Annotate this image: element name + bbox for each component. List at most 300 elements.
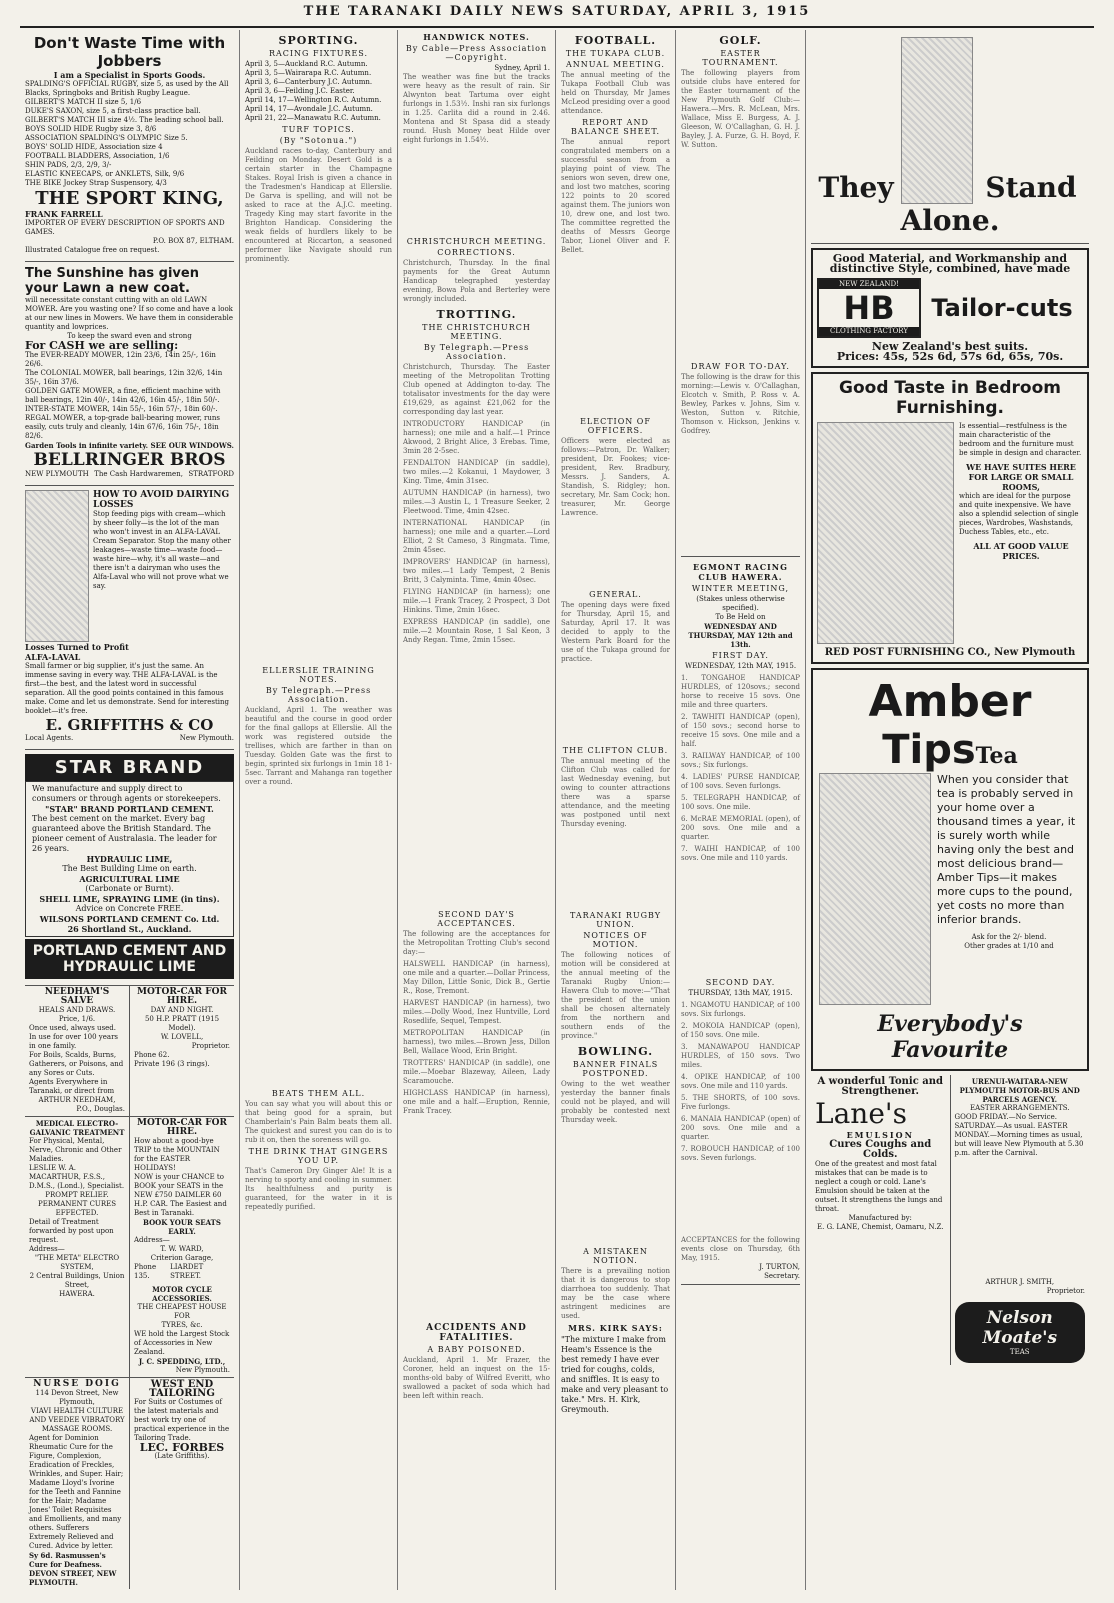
tips-word: Tips	[882, 727, 976, 773]
lanes-cures: Cures Coughs and Colds.	[829, 1139, 932, 1160]
ad-red-post-furnishing	[811, 372, 1089, 664]
list-item: FLYING HANDICAP (in harness); one mile.—1 Frank Tracey, 2 Prospect, 3 Dot Hinkins. Time, 2min 16sec.	[403, 588, 550, 614]
randwick-byline: By Cable—Press Association—Copyright.	[405, 44, 548, 62]
hb-logo	[817, 278, 921, 338]
list-item: GILBERT'S MATCH II size 5, 1/6	[25, 98, 142, 106]
clifton-body: The annual meeting of the Clifton Club was called for last Wednesday evening, but owing to counter attractions there was a sparse attendance, and the meeting was postponed until next Thursday evening.	[561, 757, 670, 828]
ask-blend: Ask for the 2/- blend.	[971, 933, 1047, 941]
treatment-detail: Detail of Treatment forwarded by post upon request.	[29, 1218, 114, 1244]
farrell-sub: IMPORTER OF EVERY DESCRIPTION OF SPORTS AND GAMES.	[25, 219, 225, 236]
griffiths-right: New Plymouth.	[179, 734, 234, 742]
article-body-filler	[681, 866, 800, 976]
gentleman-illustration	[901, 37, 973, 204]
list-item: The EVER-READY MOWER, 12in 23/6, 14in 25/-, 16in 26/6.	[25, 351, 216, 368]
list-item: HALSWELL HANDICAP (in harness), one mile and a quarter.—Dollar Princess, May Dillon, Little Sonic, Dick B., Gertie R., Rose, Tremont.	[403, 960, 550, 995]
largest-stock: WE hold the Largest Stock of Accessories in New Zealand.	[134, 1330, 230, 1356]
held-on: To Be Held on	[715, 613, 766, 621]
list-item: April 14, 17—Wellington R.C. Autumn.	[245, 96, 382, 104]
article-body-filler	[561, 829, 670, 909]
viavi-title: VIAVI HEALTH CULTURE AND VEEDEE VIBRATORY MASSAGE ROOMS.	[29, 1407, 125, 1433]
secretary-name: J. TURTON,	[759, 1263, 800, 1271]
needham-body2: For Boils, Scalds, Burns, Gatherers, or Poisons, and any Sores or Cuts.	[29, 1051, 124, 1077]
permanent-cures: PERMANENT CURES EFFECTED.	[38, 1200, 116, 1217]
trotting-byline: By Telegraph.—Press Association.	[423, 343, 530, 361]
sporting-heading: SPORTING.	[278, 34, 359, 47]
second-day-heading: SECOND DAY'S ACCEPTANCES.	[437, 910, 516, 928]
ad-amber-tips-tea	[811, 668, 1089, 1071]
secretary-title: Secretary.	[764, 1272, 800, 1280]
bellringer-footer	[25, 470, 234, 479]
turf-topics: TURF TOPICS.	[282, 125, 355, 134]
ad-lawn-keep: To keep the sward even and strong	[67, 332, 192, 340]
hydraulic-lime: HYDRAULIC LIME,	[86, 854, 173, 864]
bell-mid: The Cash Hardwaremen,	[94, 470, 183, 478]
suites-body: which are ideal for the purpose and quite inexpensive. We have also a splendid selection of single pieces, Wardrobes, Washstands, Duchess Tables, etc., etc.	[959, 492, 1079, 536]
list-item: April 3, 5—Auckland R.C. Autumn.	[245, 60, 368, 68]
mcar-garage: Criterion Garage,	[150, 1254, 214, 1262]
bowling-heading: BOWLING.	[577, 1045, 654, 1058]
devon-street: DEVON STREET, NEW PLYMOUTH.	[29, 1569, 117, 1587]
needham-sub: HEALS AND DRAWS.	[38, 1006, 116, 1014]
hb-clothing: CLOTHING FACTORY	[819, 327, 919, 336]
farrell-catalogue: Illustrated Catalogue free on request.	[25, 246, 160, 254]
winter-meeting: WINTER MEETING,	[691, 584, 790, 593]
good-material: Good Material, and Workmanship and distinctive Style, combined, have made	[829, 252, 1071, 275]
medical-title: MEDICAL ELECTRO-GALVANIC TREATMENT	[29, 1119, 125, 1137]
list-item: REGAL MOWER, a top-grade ball-bearing mower, runs easily, cuts truly and cleanly, 14in 67/6, 16in 75/-, 18in 82/6.	[25, 414, 221, 440]
list-item: The COLONIAL MOWER, ball bearings, 12in 32/6, 14in 35/-, 16in 37/6.	[25, 369, 223, 386]
list-item: BOYS SOLID HIDE Rugby size 3, 8/6	[25, 125, 157, 133]
second-date: THURSDAY, 13th MAY, 1915.	[688, 989, 793, 997]
racing-fixtures: RACING FIXTURES.	[268, 49, 369, 58]
wilsons-address: 26 Shortland St., Auckland.	[67, 924, 192, 934]
ellerslie-heading: ELLERSLIE TRAINING NOTES.	[262, 666, 375, 684]
forbes-sub: (Late Griffiths).	[154, 1452, 210, 1460]
dairy-title: HOW TO AVOID DAIRYING LOSSES	[93, 490, 230, 510]
tea-word: Tea	[975, 743, 1018, 769]
suit-prices: Prices: 45s, 52s 6d, 57s 6d, 65s, 70s.	[836, 350, 1064, 363]
prompt-relief: PROMPT RELIEF.	[45, 1191, 109, 1199]
ad-star-brand-cement	[25, 750, 234, 986]
all-prices: ALL AT GOOD VALUE PRICES.	[973, 541, 1069, 561]
list-item: THE BIKE Jockey Strap Suspensory, 4/3	[25, 179, 167, 187]
alone-word: Alone.	[900, 204, 1000, 237]
handicap-results	[403, 420, 550, 645]
motor-title: MOTOR-CAR FOR HIRE.	[136, 987, 228, 1006]
annual-meeting: ANNUAL MEETING.	[566, 60, 665, 69]
list-item: GOLDEN GATE MOWER, a fine, efficient machine with ball bearings, 12in 40/-, 14in 42/6, 16in 45/-, 18in 50/-.	[25, 387, 221, 404]
list-item: 4. LADIES' PURSE HANDICAP, of 100 sovs. Seven furlongs.	[681, 773, 800, 790]
list-item: 2. TAWHITI HANDICAP (open), of 150 sovs.; second horse to receive 15 sovs. One mile and a half.	[681, 713, 800, 748]
drink-heading: THE DRINK THAT GINGERS YOU UP.	[248, 1147, 389, 1165]
list-item: 3. MANAWAPOU HANDICAP HURDLES, of 150 sovs. Two miles.	[681, 1043, 800, 1069]
urenui-title: URENUI-WAITARA-NEW PLYMOUTH MOTOR-BUS AND PARCELS AGENCY.	[959, 1077, 1080, 1104]
list-item: 5. THE SHORTS, of 100 sovs. Five furlongs.	[681, 1094, 800, 1111]
motor-name: W. LOVELL,	[160, 1033, 204, 1041]
list-item: METROPOLITAN HANDICAP (in harness), two miles.—Brown Jess, Dillon Bell, Wallace Wood, Erin Bright.	[403, 1029, 550, 1055]
draw-heading: DRAW FOR TO-DAY.	[691, 362, 790, 371]
amber-body: When you consider that tea is probably served in your home over a thousand times a year, it is surely worth while having only the best and most delicious brand—Amber Tips—it makes more cups to the pound, yet costs no more than inferior brands.	[937, 773, 1076, 926]
lanes-emulsion: EMULSION	[846, 1130, 914, 1140]
turf-byline: (By "Sotonua.")	[279, 136, 358, 145]
urenui-name: ARTHUR J. SMITH,	[985, 1278, 1055, 1286]
list-item: 2. MOKOIA HANDICAP (open), of 150 sovs. One mile.	[681, 1022, 800, 1039]
bedroom-suite-illustration	[817, 422, 954, 644]
draw-body: The following is the draw for this morning:—Lewis v. O'Callaghan, Elcotch v. Smith, P. Ross v. A. Bewley, Parkes v. Johns, Sim v. Weston, Sutton v. Ritchie, Thomson v. Hickson, Jenkins v. Godfrey.	[681, 373, 800, 435]
mower-list	[25, 351, 234, 441]
acceptances-note: ACCEPTANCES for the following events close on Thursday, 6th May, 1915.	[681, 1236, 800, 1262]
bell-left: NEW PLYMOUTH	[25, 470, 89, 478]
election-heading: ELECTION OF OFFICERS.	[580, 417, 651, 435]
frank-farrell: FRANK FARRELL	[25, 209, 103, 219]
list-item: FENDALTON HANDICAP (in saddle), two miles.—2 Kokanui, 1 Maydower, 3 King. Time, 4min 31sec.	[403, 459, 550, 485]
motor-car: 50 H.P. PRATT (1915 Model).	[144, 1015, 220, 1032]
trotting-body: Christchurch, Thursday. The Easter meeting of the Metropolitan Trotting Club opened at Addington to-day. The totalisator investments for the day were £19,629, as against £21,062 for the corresponding day last year.	[403, 363, 550, 416]
masthead: THE TARANAKI DAILY NEWS SATURDAY, APRIL 3, 1915	[20, 4, 1094, 28]
general-body: The opening days were fixed for Thursday, April 15, and Saturday, April 17. It was decided to apply to the Western Park Board for the use of the Tukapa ground for practice.	[561, 601, 670, 663]
first-day: FIRST DAY.	[712, 651, 769, 660]
golf-body: The following players from outside clubs have entered for the Easter tournament of the New Plymouth Golf Club:—Hawera.—Mrs. R. McLean, Mrs. Wallace, Miss E. Burgess, A. J. Gleeson, W. O'Callaghan, G. H. J. Bayley, J. A. Furze, G. H. Boyd, F. W. Sutton.	[681, 69, 800, 149]
dairy-body: Stop feeding pigs with cream—which by sheer folly—is the lot of the man who won't invest in an ALFA-LAVAL Cream Separator. Stop the many other leakages—waste time—waste food—waste hire—why, it's all waste—and there isn't a dairyman who uses the Alfa-Laval who will not prove what we say.	[93, 510, 231, 590]
ad-lawn-body: will necessitate constant cutting with an old LAWN MOWER. Are you wasting one? If so come and have a look at our new lines in Mowers. We have them in considerable quantity and lowprices.	[25, 296, 233, 331]
turf-body: Auckland races to-day, Canterbury and Feilding on Monday. Desert Gold is a certain starter in the Champagne Stakes. Royal Irish is given a chance in the Tradesmen's Handicap at Ellerslie. De Garva is spelling, and will not be asked to race at the A.J.C. meeting. Tragedy King may start favorite in the Brighton Handicap. Considering the weak fields of hurdlers likely to be encountered at Riccarton, a seasoned performer like Navigate should run prominently.	[245, 147, 392, 263]
ad-lawn-title: The Sunshine has given your Lawn a new coat.	[25, 266, 199, 296]
list-item: SPALDING'S OFFICIAL RUGBY, size 5, as used by the All Blacks, Springboks and British Rugby League.	[25, 80, 229, 97]
randwick-body: The weather was fine but the tracks were heavy as the result of rain. Sir Alwynton beat Tartuma over eight furlongs in 1.53½. Inshi ran six furlongs in 1.25. Carlita did a round in 2.46. Montena and St Spasa did a steady round. Hush Money beat Hilde over eight furlongs in 1.54½.	[403, 73, 550, 144]
column-golf	[676, 30, 806, 1590]
article-body-filler	[681, 436, 800, 556]
griffiths-name: E. GRIFFITHS & CO	[45, 716, 214, 734]
mcar-body: How about a good-bye TRIP to the MOUNTAIN for the EASTER HOLIDAYS!	[134, 1137, 220, 1172]
list-item: ELASTIC KNEECAPS, or ANKLETS, Silk, 9/6	[25, 170, 185, 178]
hb-letters: HB	[843, 289, 895, 327]
mcar-title: MOTOR-CAR FOR HIRE.	[136, 1118, 228, 1137]
football-heading: FOOTBALL.	[574, 34, 657, 47]
second-day-body: The following are the acceptances for the Metropolitan Trotting Club's second day:—	[403, 930, 550, 956]
general-heading: GENERAL.	[589, 590, 642, 599]
star-body2: The best cement on the market. Every bag guaranteed above the British Standard. The pioneer cement of Australasia. The leader for 26 years.	[32, 814, 217, 853]
stand-word: Stand	[985, 171, 1077, 204]
hydraulic-sub: The Best Building Lime on earth.	[62, 864, 197, 873]
ad-row-medical-daimler	[25, 1117, 234, 1378]
motor-private: Private 196 (3 rings).	[134, 1060, 210, 1068]
needham-title: NEEDHAM'S SALVE	[44, 987, 110, 1006]
urenui-easter: EASTER ARRANGEMENTS.	[969, 1104, 1070, 1112]
article-body-filler	[245, 787, 392, 1087]
list-item: 5. TELEGRAPH HANDICAP, of 100 sovs. One mile.	[681, 794, 800, 811]
wilsons-name: WILSONS PORTLAND CEMENT Co. Ltd.	[39, 914, 220, 924]
nelson-moate-logo	[955, 1302, 1086, 1363]
viavi-body: Agent for Dominion Rheumatic Cure for the Figure, Complexion, Eradication of Freckles, Wrinkles, and Super. Hair; Madame Lloyd's Ivorine for the Teeth and Fannine for the Hair; Madame Jones' Toilet Requisites and Emollients, and many others. Sufferers Extremely Relieved and Cured. Advice by letter.	[29, 1434, 124, 1550]
tukapa-club: THE TUKAPA CLUB.	[565, 49, 666, 58]
suites-heading: WE HAVE SUITES HERE FOR LARGE OR SMALL ROOMS,	[966, 462, 1076, 492]
randwick-heading: HANDWICK NOTES.	[423, 32, 530, 42]
list-item: April 14, 17—Avondale J.C. Autumn.	[245, 105, 373, 113]
column-advertisements-right	[806, 30, 1094, 1590]
urenui-proprietor: Proprietor.	[1046, 1287, 1085, 1295]
mcar-street: LIARDET STREET.	[170, 1263, 204, 1280]
banner-heading: BANNER FINALS POSTPONED.	[572, 1060, 659, 1078]
article-body-filler	[681, 150, 800, 360]
list-item: 4. OPIKE HANDICAP, of 100 sovs. One mile and 110 yards.	[681, 1073, 800, 1090]
griffiths-footer	[25, 734, 234, 743]
needham-agents: Agents Everywhere in Taranaki, or direct from	[29, 1078, 115, 1095]
drink-body: That's Cameron Dry Ginger Ale! It is a nerving to sporty and cooling in summer. Its healthfulness and purity is guaranteed, for the water in it is repeatedly purified.	[245, 1167, 392, 1211]
ad-alfa-laval	[25, 486, 234, 750]
accidents-heading: ACCIDENTS AND FATALITIES.	[426, 1323, 527, 1343]
list-item: 3. RAILWAY HANDICAP, of 100 sovs.; Six furlongs.	[681, 752, 800, 769]
baby-poisoned-body: Auckland, April 1. Mr Frazer, the Coroner, held an inquest on the 15-months-old baby of Wilfred Everitt, who swallowed a packet of soda which had been left within reach.	[403, 1356, 550, 1400]
garden-tools: Garden Tools in infinite variety. SEE OUR WINDOWS.	[25, 441, 234, 450]
list-item: 7. ROBOUCH HANDICAP, of 100 sovs. Seven furlongs.	[681, 1145, 800, 1162]
article-body-filler	[561, 1125, 670, 1245]
everybodys-favourite: Everybody's Favourite	[877, 1011, 1023, 1063]
winter-sub: (Stakes unless otherwise specified).	[696, 595, 785, 612]
ellerslie-body: Auckland, April 1. The weather was beautiful and the course in good order for the final gallops at Ellerslie. All the work was registered outside the trellises, which are farther in than on Tuesday. Golden Gate was the first to begin, sprinted six furlongs in 1min 18 1-5sec. Tarrant and Mahanga ran together over a round.	[245, 706, 392, 786]
central-buildings: 2 Central Buildings, Union Street,	[29, 1272, 125, 1289]
tyres: TYRES, &c.	[161, 1321, 203, 1329]
ad-sport-king	[25, 30, 234, 262]
list-item: GILBERT'S MATCH III size 4½. The leading school ball.	[25, 116, 224, 124]
list-item: AUTUMN HANDICAP (in harness), two miles.—3 Austin L, 1 Treasure Seeker, 2 Fleetwood. Time, 4min 42sec.	[403, 489, 550, 515]
report-heading: REPORT AND BALANCE SHEET.	[570, 118, 661, 136]
ad-sport-king-list	[25, 80, 234, 188]
timetable-filler	[955, 1158, 1086, 1278]
list-item: FOOTBALL BLADDERS, Association, 1/6	[25, 152, 170, 160]
nurse-address: 114 Devon Street, New Plymouth,	[35, 1389, 119, 1406]
they-word: They	[818, 171, 894, 204]
urenui-body: GOOD FRIDAY.—No Service. SATURDAY.—As usual. EASTER MONDAY.—Morning times as usual, but will leave New Plymouth at 5.30 p.m. after the Carnival.	[954, 1113, 1084, 1157]
list-item: HARVEST HANDICAP (in harness), two miles.—Dolly Wood, Inez Huntville, Lord Rosedlife, Sequel, Tempest.	[403, 999, 550, 1025]
tukapa-body: The annual meeting of the Tukapa Football Club was held on Thursday, Mr James McLeod presiding over a good attendance.	[561, 71, 670, 115]
nelson-name: Nelson Moate's	[982, 1308, 1058, 1348]
ad-west-end-tailoring	[129, 1378, 234, 1589]
farrell-box: P.O. BOX 87, ELTHAM.	[152, 237, 234, 245]
shell-lime: SHELL LIME, SPRAYING LIME (in tins).	[39, 894, 220, 904]
report-body: The annual report congratulated members on a successful season from a playing point of view. The seniors won seven, drew one, and lost two matches, scoring 122 points to 20 scored against them. The juniors won 10, drew one, and lost two. The committee regretted the deaths of Messrs George Tabor, Lionel Oliver and F. Bellet.	[561, 138, 670, 254]
column-football	[556, 30, 676, 1590]
motor-accessories: MOTOR CYCLE ACCESSORIES.	[152, 1285, 212, 1303]
banner-body: Owing to the wet weather yesterday the banner finals could not be played, and will probably be contested next Thursday week.	[561, 1080, 670, 1124]
list-item: 7. WAIHI HANDICAP, of 100 sovs. One mile and 110 yards.	[681, 845, 800, 862]
nurse-title: NURSE DOIG	[33, 1379, 121, 1389]
second-day: SECOND DAY.	[705, 978, 776, 987]
first-day-races	[681, 674, 800, 863]
egmont-racing-ad	[681, 556, 800, 1285]
sport-king-name: THE SPORT KING,	[35, 188, 224, 209]
list-item: April 3, 6—Canterbury J.C. Autumn.	[245, 78, 373, 86]
mcar-name: T. W. WARD,	[160, 1245, 204, 1253]
list-item: SHIN PADS, 2/3, 2/9, 3/-	[25, 161, 112, 169]
tailor-cuts: Tailor-cuts	[931, 294, 1073, 322]
kirk-heading: MRS. KIRK SAYS:	[568, 1323, 663, 1333]
column-trotting	[398, 30, 556, 1590]
agricultural-lime: AGRICULTURAL LIME	[79, 874, 180, 884]
list-item: 1. NGAMOTU HANDICAP, of 100 sovs. Six furlongs.	[681, 1001, 800, 1018]
lanes-manufactured: Manufactured by:	[848, 1214, 912, 1222]
agricultural-sub: (Carbonate or Burnt).	[85, 884, 174, 893]
article-body-filler	[245, 264, 392, 664]
clifton-heading: THE CLIFTON CLUB.	[562, 746, 669, 755]
list-item: IMPROVERS' HANDICAP (in harness), two miles.—1 Lady Tempest, 2 Benis Britt, 3 Calyminta. Time, 4min 40sec.	[403, 558, 550, 584]
medical-address: Address—	[29, 1245, 65, 1253]
list-item: TROTTERS' HANDICAP (in saddle), one mile.—Moebar Blazeway, Aileen, Lady Scaramouche.	[403, 1059, 550, 1085]
mcar-phone: Phone 135.	[134, 1263, 157, 1280]
golf-heading: GOLF.	[719, 34, 762, 47]
first-date: WEDNESDAY, 12th MAY, 1915.	[684, 662, 797, 670]
losses-profit: Losses Turned to Profit	[25, 642, 129, 652]
column-advertisements-left	[20, 30, 240, 1590]
ad-they-stand-alone	[811, 30, 1089, 244]
meta-system: "THE META" ELECTRO SYSTEM,	[34, 1254, 120, 1271]
article-body-filler	[561, 664, 670, 744]
forbes-name: LEC. FORBES	[139, 1441, 225, 1454]
ad-motor-lovell	[129, 986, 234, 1116]
notices-heading: NOTICES OF MOTION.	[583, 931, 648, 949]
mistaken-heading: A MISTAKEN NOTION.	[583, 1247, 648, 1265]
ad-sport-king-title: Don't Waste Time with Jobbers	[33, 34, 226, 70]
needham-body: Once used, always used. In use for over 100 years in one family.	[29, 1024, 119, 1050]
beats-body: You can say what you will about this or that being good for a sprain, but Chamberlain's Pain Balm beats them all. The quickest and surest you can do is to rub it on, then the soreness will go.	[245, 1100, 392, 1144]
fixture-list	[245, 60, 392, 123]
mistaken-body: There is a prevailing notion that it is dangerous to stop diarrhoea too suddenly. That may be the case where astringent medicines are used.	[561, 1267, 670, 1320]
lanes-name: Lane's	[815, 1097, 907, 1130]
mcar-footer	[134, 1263, 230, 1281]
star-brand-body-box	[25, 781, 234, 937]
westend-body: For Suits or Costumes of the latest materials and best work try one of practical experience in the Tailoring Trade.	[134, 1398, 230, 1442]
trotting-heading: TROTTING.	[436, 308, 517, 321]
nz-best-suits: New Zealand's best suits.	[871, 340, 1029, 353]
beats-heading: BEATS THEM ALL.	[271, 1089, 366, 1098]
article-body-filler	[561, 518, 670, 588]
concrete-advice: Advice on Concrete FREE.	[75, 904, 184, 913]
needham-name: ARTHUR NEEDHAM,	[38, 1096, 116, 1104]
christchurch-meeting: CHRISTCHURCH MEETING.	[406, 237, 547, 246]
alfa-body: Small farmer or big supplier, it's just the same. An immense saving in every way. THE ALFA-LAVAL is the first—the best, and the latest word in successful separation. All the good points contained in this famous make. Come and let us demonstrate. Send for interesting booklet—it's free.	[25, 662, 230, 715]
corrections: CORRECTIONS.	[437, 248, 516, 257]
ad-daimler-trip	[129, 1117, 234, 1377]
star-brand-title: STAR BRAND	[25, 754, 234, 781]
article-body-filler	[403, 648, 550, 908]
good-taste-title: Good Taste in Bedroom Furnishing.	[839, 378, 1061, 418]
needham-addr: P.O., Douglas.	[76, 1105, 125, 1113]
trotting-meeting: THE CHRISTCHURCH MEETING.	[422, 323, 531, 341]
article-body-filler	[403, 145, 550, 235]
hb-nz: NEW ZEALAND!	[819, 280, 919, 289]
medical-body: For Physical, Mental, Nerve, Chronic and Other Maladies.	[29, 1137, 122, 1163]
ad-hb-tailor-cuts	[811, 248, 1089, 368]
motor-phone: Phone 62.	[134, 1051, 170, 1059]
ad-urenui-motor-bus	[950, 1075, 1090, 1365]
motor-sub: DAY AND NIGHT.	[150, 1006, 214, 1014]
hawera: HAWERA.	[59, 1290, 95, 1298]
second-day-races	[681, 1001, 800, 1163]
ad-lanes-emulsion	[811, 1075, 950, 1365]
mcar-address: Address—	[134, 1236, 170, 1244]
list-item: 6. MANAIA HANDICAP (open) of 200 sovs. One mile and a quarter.	[681, 1115, 800, 1141]
list-item: INTRODUCTORY HANDICAP (in harness); one mile and a half.—1 Prince Akwood, 2 Bright Alice, 3 Erebas. Time, 3min 28 2-5sec.	[403, 420, 550, 455]
list-item: 1. TONGAHOE HANDICAP HURDLES, of 120sovs.; second horse to receive 15 sovs. One mile and three quarters.	[681, 674, 800, 709]
list-item: April 3, 5—Wairarapa R.C. Autumn.	[245, 69, 372, 77]
tea-packet-illustration	[819, 773, 931, 1005]
other-grades: Other grades at 1/10 and	[964, 942, 1054, 950]
article-body-filler	[561, 255, 670, 415]
list-item: DUKE'S SAXON, size 5, a first-class practice ball.	[25, 107, 201, 115]
viavi-footer: Sy 6d. Rasmussen's Cure for Deafness.	[29, 1551, 106, 1569]
bell-right: STRATFORD	[188, 470, 234, 478]
spedding-name: J. C. SPEDDING, LTD.,	[138, 1357, 226, 1366]
spedding-location: New Plymouth.	[175, 1366, 230, 1374]
leslie: LESLIE W. A. MACARTHUR, F.S.S., D.M.S., (Lond.), Specialist.	[29, 1164, 125, 1190]
ad-needham	[25, 986, 129, 1116]
mcar-book: BOOK YOUR SEATS EARLY.	[143, 1218, 221, 1236]
needham-price: Price, 1/6.	[58, 1015, 96, 1023]
griffiths-left: Local Agents.	[25, 734, 74, 742]
cash-heading: For CASH we are selling:	[25, 339, 179, 352]
corrections-body: Christchurch, Thursday. In the final payments for the Great Autumn Handicap telegraphed yesterday evening, Bowa Pola and Berterley were wrongly included.	[403, 259, 550, 303]
list-item: ASSOCIATION SPALDING'S OLYMPIC Size 5.	[25, 134, 188, 142]
lanes-tonic: A wonderful Tonic and Strengthener.	[817, 1076, 944, 1097]
list-item: HIGHCLASS HANDICAP (in harness), one mile and a half.—Eruption, Rennie, Frank Tracey.	[403, 1089, 550, 1115]
rugby-union-heading: TARANAKI RUGBY UNION.	[569, 911, 662, 929]
ellerslie-byline: By Telegraph.—Press Association.	[265, 686, 372, 704]
dairymaid-illustration	[25, 490, 89, 642]
baby-poisoned: A BABY POISONED.	[427, 1345, 526, 1354]
lanes-body: One of the greatest and most fatal mistakes that can be made is to neglect a cough or cold. Lane's Emulsion should be taken at the outset. It strengthens the lungs and throat.	[815, 1160, 943, 1213]
ad-nurse-doig	[25, 1378, 129, 1589]
list-item: INTERNATIONAL HANDICAP (in harness); one mile and a quarter.—Lord Elliot, 2 St Cameso, 3 Ringmata. Time, 2min 45sec.	[403, 519, 550, 554]
kirk-body: "The mixture I make from Heam's Essence is the best remedy I have ever tried for coughs, colds, and sniffles. It is easy to make and very pleasant to take." Mrs. H. Kirk, Greymouth.	[561, 1335, 669, 1414]
ad-medical	[25, 1117, 129, 1377]
ad-row-needham-motor	[25, 986, 234, 1117]
list-item: 6. McRAE MEMORIAL (open), of 200 sovs. One mile and a quarter.	[681, 815, 800, 841]
nelson-teas: TEAS	[1009, 1348, 1030, 1356]
red-post-name: RED POST FURNISHING CO., New Plymouth	[824, 647, 1076, 658]
amber-word: Amber	[868, 676, 1032, 727]
ad-lawn-mowers	[25, 262, 234, 486]
meeting-dates: WEDNESDAY AND THURSDAY, MAY 12th and 13th.	[688, 622, 793, 649]
mcar-body2: NOW is your CHANCE to BOOK your SEATS in the NEW £750 DAIMLER 60 H.P. CAR. The Easiest and Best in Taranaki.	[134, 1173, 227, 1217]
egmont-title: EGMONT RACING CLUB HAWERA.	[693, 562, 788, 582]
election-body: Officers were elected as follows:—Patron, Dr. Walker; president, Dr. Fookes; vice-president, Rev. Bradbury, Messrs. J. Sanders, A. Standish, S. Ridgley; hon. secretary, Mr. Sam Cock; hon. treasurer, Mr. George Lawrence.	[561, 437, 670, 517]
ad-row-nurse-tailoring	[25, 1378, 234, 1589]
portland-banner: PORTLAND CEMENT AND HYDRAULIC LIME	[25, 939, 234, 979]
westend-title: WEST END TAILORING	[149, 1379, 215, 1399]
article-body-filler	[403, 1119, 550, 1319]
ad-sport-king-sub: I am a Specialist in Sports Goods.	[53, 70, 206, 80]
star-body: We manufacture and supply direct to consumers or through agents or storekeepers.	[32, 784, 221, 803]
ad-row-lanes-urenui	[811, 1075, 1089, 1365]
alfa-laval: ALFA-LAVAL	[25, 652, 81, 662]
lanes-maker: E. G. LANE, Chemist, Oamaru, N.Z.	[817, 1223, 944, 1231]
easter-tournament: EASTER TOURNAMENT.	[702, 49, 779, 67]
column-sporting	[240, 30, 398, 1590]
taste-body: Is essential—restfulness is the main characteristic of the bedroom and the furniture must be simple in design and character.	[959, 422, 1082, 457]
randwick-dateline: Sydney, April 1.	[494, 64, 550, 72]
article-body-filler	[681, 1166, 800, 1236]
list-item: INTER-STATE MOWER, 14in 55/-, 16in 57/-, 18in 60/-.	[25, 405, 218, 413]
acceptance-list	[403, 960, 550, 1116]
bellringer-bros: BELLRINGER BROS	[33, 450, 226, 470]
list-item: April 3, 6—Feilding J.C. Easter.	[245, 87, 355, 95]
cheapest-house: THE CHEAPEST HOUSE FOR	[137, 1303, 227, 1320]
list-item: BOYS' SOLID HIDE, Association size 4	[25, 143, 163, 151]
list-item: April 21, 22—Manawatu R.C. Autumn.	[245, 114, 381, 122]
list-item: EXPRESS HANDICAP (in saddle), one mile.—2 Mountain Rose, 1 Sal Keon, 3 Andy Regan. Time, 2min 15sec.	[403, 618, 550, 644]
notices-body: The following notices of motion will be considered at the annual meeting of the Taranaki Rugby Union:—Hawera Club to move:—"That the president of the union shall be chosen alternately from the northern and southern ends of the province."	[561, 951, 670, 1040]
motor-prop: Proprietor.	[191, 1042, 230, 1050]
star-cement: "STAR" BRAND PORTLAND CEMENT.	[45, 804, 214, 814]
